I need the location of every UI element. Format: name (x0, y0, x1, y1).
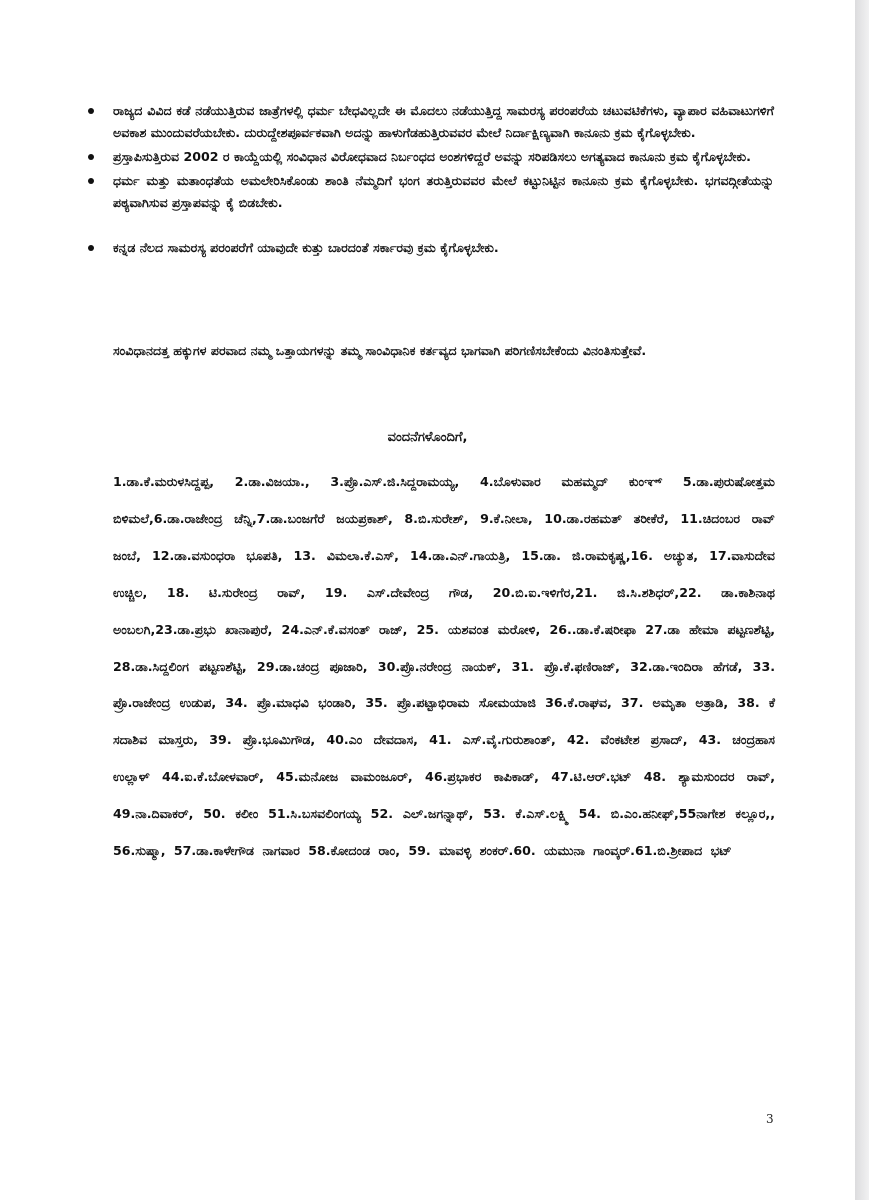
salutation: ವಂದನೆಗಳೊಂದಿಗೆ, (387, 430, 468, 445)
list-item (84, 146, 774, 168)
page-number: 3 (766, 1112, 774, 1126)
list-item (84, 237, 774, 259)
list-item (84, 170, 774, 214)
signatories-list: 1.ಡಾ.ಕೆ.ಮರುಳಸಿದ್ದಪ್ಪ, 2.ಡಾ.ವಿಜಯಾ., 3.ಪ್ರೊ.ಎಸ್.ಜಿ.ಸಿದ್ದರಾಮಯ್ಯ, 4.ಬೊಳುವಾರ ಮಹಮ್ಮದ್ ಕುಂಞ್ 5.ಡಾ.ಪುರುಷೋತ್ತಮ ಬಿಳಿಮಲೆ,6.ಡಾ.ರಾಜೇಂದ್ರ ಚೆನ್ನಿ,7.ಡಾ.ಬಂಜಗೆರೆ ಜಯಪ್ರಕಾಶ್, 8.ಬಿ.ಸುರೇಶ್, 9.ಕೆ.ನೀಲಾ, 10.ಡಾ.ರಹಮತ್ ತರೀಕೆರೆ, 11.ಚಿದಂಬರ ರಾವ್ ಜಂಬೆ, 12.ಡಾ.ವಸುಂಧರಾ ಭೂಪತಿ, 13. ವಿಮಲಾ.ಕೆ.ಎಸ್, 14.ಡಾ.ಎನ್.ಗಾಯತ್ರಿ, 15.ಡಾ. ಜಿ.ರಾಮಕೃಷ್ಣ,16. ಅಚ್ಯುತ, 17.ವಾಸುದೇವ ಉಚ್ಚಿಲ, 18. ಟಿ.ಸುರೇಂದ್ರ ರಾವ್, 19. ಎಸ್.ದೇವೇಂದ್ರ ಗೌಡ, 20.ಬಿ.ಐ.ಇಳಿಗೆರ,21. ಜಿ.ಸಿ.ಶಶಿಧರ್,22. ಡಾ.ಕಾಶಿನಾಥ ಅಂಬಲಗಿ,23.ಡಾ.ಪ್ರಭು ಖಾನಾಪುರೆ, 24.ಎನ್.ಕೆ.ವಸಂತ್ ರಾಜ್, 25. ಯಶವಂತ ಮರೋಳಿ, 26..ಡಾ.ಕೆ.ಷರೀಫಾ 27.ಡಾ ಹೇಮಾ ಪಟ್ಟಣಶೆಟ್ಟಿ, 28.ಡಾ.ಸಿದ್ದಲಿಂಗ ಪಟ್ಟಣಶೆಟ್ಟಿ, 29.ಡಾ.ಚಂದ್ರ ಪೂಜಾರಿ, 30.ಪ್ರೊ.ನರೇಂದ್ರ ನಾಯಕ್, 31. ಪ್ರೊ.ಕೆ.ಫಣಿರಾಜ್, 32.ಡಾ.ಇಂದಿರಾ ಹೆಗಡೆ, 33. ಪ್ರೊ.ರಾಜೇಂದ್ರ ಉಡುಪ, 34. ಪ್ರೊ.ಮಾಧವಿ ಭಂಡಾರಿ, 35. ಪ್ರೊ.ಪಟ್ಟಾಭಿರಾಮ ಸೋಮಯಾಜಿ 36.ಕೆ.ರಾಘವ, 37. ಅಮೃತಾ ಅತ್ರಾಡಿ, 38. ಕೆ ಸದಾಶಿವ ಮಾಸ್ತರು, 39. ಪ್ರೊ.ಭೂಮಿಗೌಡ, 40.ಎಂ ದೇವದಾಸ, 41. ಎಸ್.ವೈ.ಗುರುಶಾಂತ್, 42. ವೆಂಕಟೇಶ ಪ್ರಸಾದ್, 43. ಚಂದ್ರಹಾಸ ಉಲ್ಲಾಳ್ 44.ಐ.ಕೆ.ಬೋಳವಾರ್, 45.ಮನೋಜ ವಾಮಂಜೂರ್, 46.ಪ್ರಭಾಕರ ಕಾಪಿಕಾಡ್, 47.ಟಿ.ಆರ್.ಭಟ್ 48. ಶ್ಯಾಮಸುಂದರ ರಾವ್, 49.ನಾ.ದಿವಾಕರ್, 50. ಕಲೀಂ 51.ಸಿ.ಬಸವಲಿಂಗಯ್ಯ 52. ಎಲ್.ಜಗನ್ನಾಥ್, 53. ಕೆ.ಎಸ್.ಲಕ್ಷ್ಮಿ 54. ಬಿ.ಎಂ.ಹನೀಫ್,55ನಾಗೇಶ ಕಲ್ಲೂರ,, 56.ಸುಷ್ಮಾ, 57.ಡಾ.ಕಾಳೇಗೌಡ ನಾಗವಾರ 58.ಕೋದಂಡ ರಾಂ, 59. ಮಾವಳ್ಳಿ ಶಂಕರ್.60. ಯಮುನಾ ಗಾಂವ್ಕರ್.61.ಬಿ.ಶ್ರೀಪಾದ ಭಟ್ (113, 474, 775, 859)
closing-paragraph: ಸಂವಿಧಾನದತ್ತ ಹಕ್ಕುಗಳ ಪರವಾದ ನಮ್ಮ ಒತ್ತಾಯಗಳನ್ನು ತಮ್ಮ ಸಾಂವಿಧಾನಿಕ ಕರ್ತವ್ಯದ ಭಾಗವಾಗಿ ಪರಿಗಣಿಸಬೇಕೆಂದು ವಿನಂತಿಸುತ್ತೇವೆ. (113, 343, 647, 358)
list-item-text: ಧರ್ಮ ಮತ್ತು ಮತಾಂಧತೆಯ ಅಮಲೇರಿಸಿಕೊಂಡು ಶಾಂತಿ ನೆಮ್ಮದಿಗೆ ಭಂಗ ತರುತ್ತಿರುವವರ ಮೇಲೆ ಕಟ್ಟುನಿಟ್ಟಿನ ಕಾನೂನು ಕ್ರಮ ಕೈಗೊಳ್ಳಬೇಕು. ಭಗವದ್ಗೀತೆಯನ್ನು ಪಠ್ಯವಾಗಿಸುವ ಪ್ರಸ್ತಾಪವನ್ನು ಕೈ ಬಿಡಬೇಕು. (113, 173, 774, 210)
viewer-edge (855, 0, 869, 1200)
bullet-icon (88, 154, 94, 160)
bullet-icon (88, 108, 94, 114)
list-item-text: ಕನ್ನಡ ನೆಲದ ಸಾಮರಸ್ಯ ಪರಂಪರೆಗೆ ಯಾವುದೇ ಕುತ್ತು ಬಾರದಂತೆ ಸರ್ಕಾರವು ಕ್ರಮ ಕೈಗೊಳ್ಳಬೇಕು. (113, 240, 499, 255)
demands-list (84, 100, 774, 261)
bullet-icon (88, 178, 94, 184)
list-item-text: ಪ್ರಸ್ತಾಪಿಸುತ್ತಿರುವ 2002 ರ ಕಾಯ್ದೆಯಲ್ಲಿ ಸಂವಿಧಾನ ವಿರೋಧವಾದ ನಿರ್ಬಂಧದ ಅಂಶಗಳಿದ್ದರೆ ಅವನ್ನು ಸರಿಪಡಿಸಲು ಅಗತ್ಯವಾದ ಕಾನೂನು ಕ್ರಮ ಕೈಗೊಳ್ಳಬೇಕು. (113, 149, 751, 164)
list-item (84, 100, 774, 144)
bullet-icon (88, 245, 94, 251)
list-item-text: ರಾಜ್ಯದ ವಿವಿದ ಕಡೆ ನಡೆಯುತ್ತಿರುವ ಜಾತ್ರೆಗಳಲ್ಲಿ ಧರ್ಮ ಬೇಧವಿಲ್ಲದೇ ಈ ಮೊದಲು ನಡೆಯುತ್ತಿದ್ದ ಸಾಮರಸ್ಯ ಪರಂಪರೆಯ ಚಟುವಟಿಕೆಗಳು, ವ್ಯಾಪಾರ ವಹಿವಾಟುಗಳಿಗೆ ಅವಕಾಶ ಮುಂದುವರೆಯಬೇಕು. ದುರುದ್ದೇಶಪೂರ್ವಕವಾಗಿ ಅದನ್ನು ಹಾಳುಗೆಡಹುತ್ತಿರುವವರ ಮೇಲೆ ನಿರ್ದಾಕ್ಷಿಣ್ಯವಾಗಿ ಕಾನೂನು ಕ್ರಮ ಕೈಗೊಳ್ಳಬೇಕು. (113, 103, 774, 140)
